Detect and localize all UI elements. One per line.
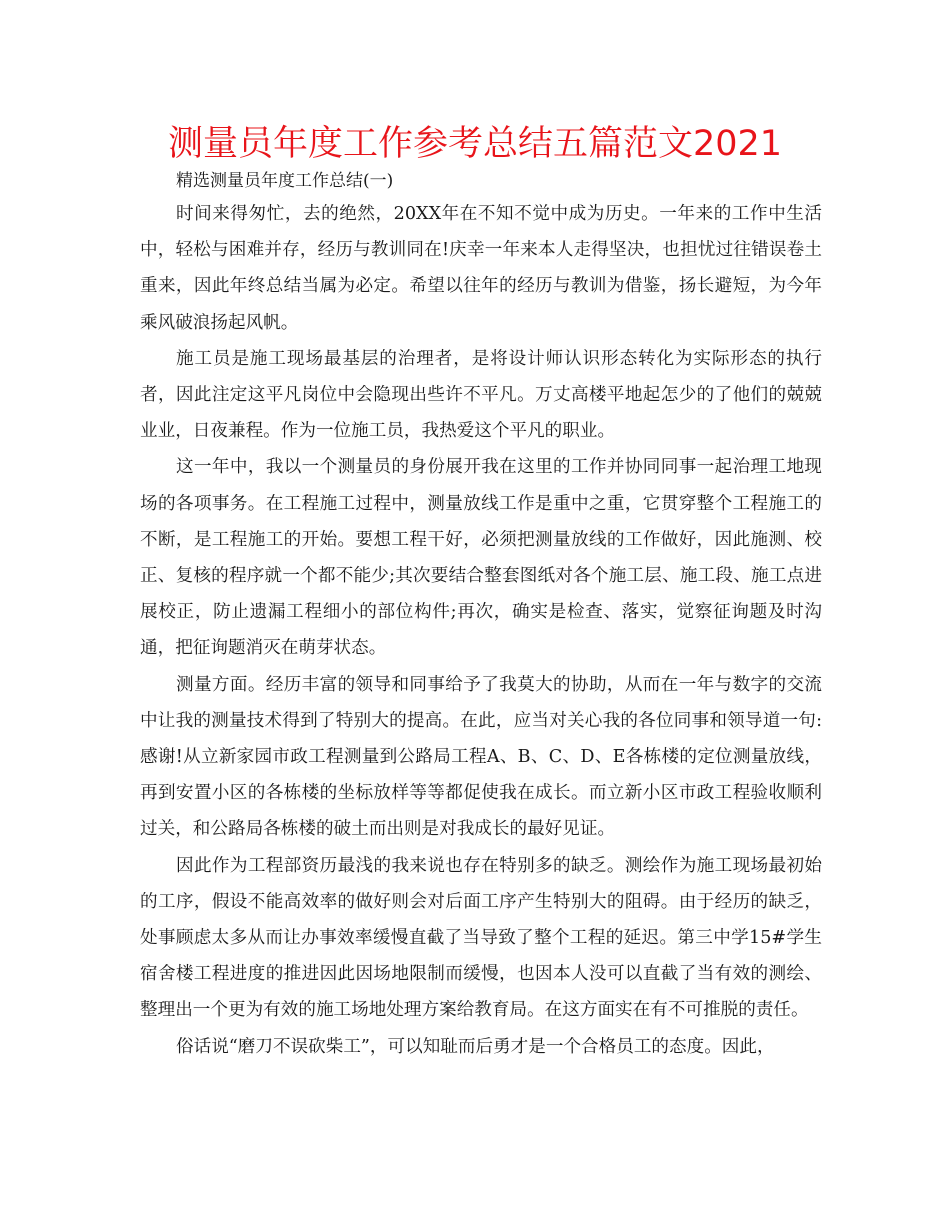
paragraph: 因此作为工程部资历最浅的我来说也存在特别多的缺乏。测绘作为施工现场最初始的工序，假设不能高效率的做好则会对后面工序产生特别大的阻碍。由于经历的缺乏，处事顾虑太多从而让办事效率缓慢直截了当导致了整个工程的延迟。第三中学15#学生宿舍楼工程进度的推进因此因场地限制而缓慢，也因本人没可以直截了当有效的测绘、整理出一个更为有效的施工场地处理方案给教育局。在这方面实在有不可推脱的责任。 (140, 855, 822, 1021)
paragraph: 这一年中，我以一个测量员的身份展开我在这里的工作并协同同事一起治理工地现场的各项事务。在工程施工过程中，测量放线工作是重中之重，它贯穿整个工程施工的不断，是工程施工的开始。要想工程干好，必须把测量放线的工作做好，因此施测、校正、复核的程序就一个都不能少;其次要结合整套图纸对各个施工层、施工段、施工点进展校正，防止遗漏工程细小的部位构件;再次，确实是检查、落实，觉察征询题及时沟通，把征询题消灭在萌芽状态。 (140, 457, 822, 659)
paragraph: 施工员是施工现场最基层的治理者，是将设计师认识形态转化为实际形态的执行者，因此注定这平凡岗位中会隐现出些许不平凡。万丈高楼平地起怎少的了他们的兢兢业业，日夜兼程。作为一位施工员，我热爱这个平凡的职业。 (140, 348, 822, 442)
section-subtitle: 精选测量员年度工作总结(一) (176, 171, 394, 191)
paragraph: 测量方面。经历丰富的领导和同事给予了我莫大的协助，从而在一年与数字的交流中让我的测量技术得到了特别大的提高。在此，应当对关心我的各位同事和领导道一句:感谢!从立新家园市政工程测量到公路局工程A、B、C、D、E各栋楼的定位测量放线，再到安置小区的各栋楼的坐标放样等等都促使我在成长。而立新小区市政工程验收顺利过关，和公路局各栋楼的破土而出则是对我成长的最好见证。 (140, 674, 822, 840)
paragraph: 时间来得匆忙，去的绝然，20XX年在不知不觉中成为历史。一年来的工作中生活中，轻松与困难并存，经历与教训同在!庆幸一年来本人走得坚决，也担忧过往错误卷土重来，因此年终总结当属为必定。希望以往年的经历与教训为借鉴，扬长避短，为今年乘风破浪扬起风帆。 (140, 204, 822, 333)
document-title: 测量员年度工作参考总结五篇范文2021 (167, 124, 783, 164)
document-body (140, 167, 822, 1065)
paragraph: 俗话说“磨刀不误砍柴工”，可以知耻而后勇才是一个合格员工的态度。因此， (176, 1036, 775, 1057)
